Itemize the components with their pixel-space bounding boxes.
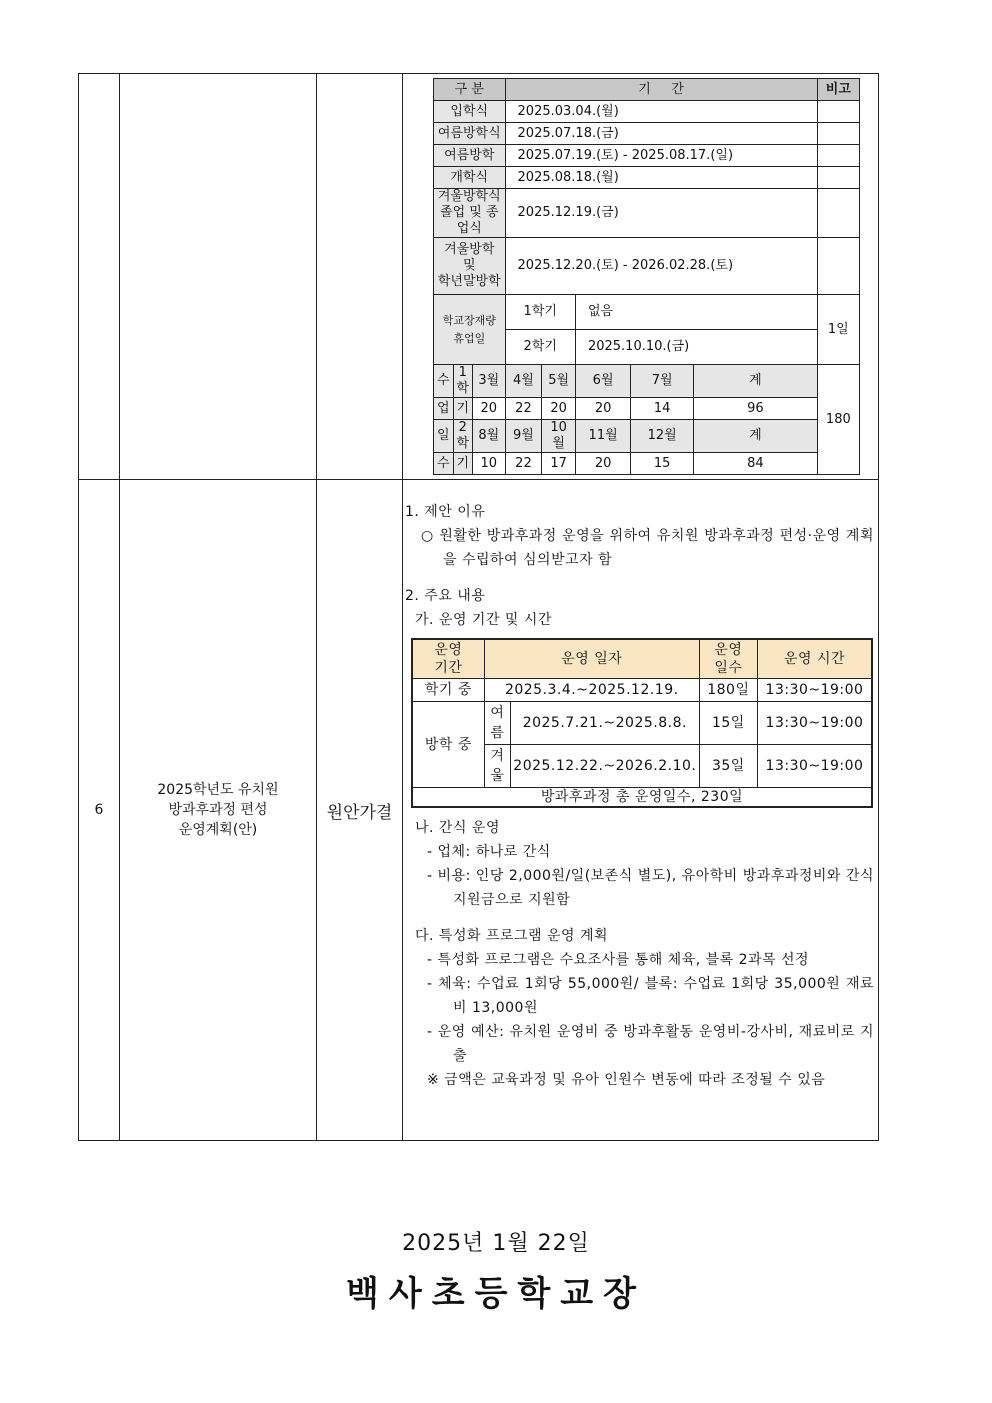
subsection-heading: 다. 특성화 프로그램 운영 계획 bbox=[415, 928, 609, 944]
closure-term1-value: 없음 bbox=[575, 295, 817, 330]
day-value: 22 bbox=[505, 453, 542, 475]
subsection-heading: 나. 간식 운영 bbox=[415, 820, 500, 836]
list-item: - 업체: 하나로 간식 bbox=[427, 844, 551, 860]
schedule-note bbox=[817, 167, 859, 189]
table-row bbox=[79, 74, 879, 480]
item-title-cell bbox=[120, 74, 317, 480]
header-period: 기 간 bbox=[505, 79, 817, 101]
month-cell: 10월 bbox=[542, 420, 576, 453]
day-value: 15 bbox=[631, 453, 694, 475]
day-value: 20 bbox=[542, 398, 576, 420]
days-term-label: 기 bbox=[453, 453, 473, 475]
header-days: 운영 일수 bbox=[699, 639, 757, 679]
item-result: 원안가결 bbox=[317, 480, 403, 1141]
semester-label: 학기 중 bbox=[412, 679, 484, 702]
day-value: 96 bbox=[694, 398, 818, 420]
schedule-value: 2025.12.19.(금) bbox=[505, 189, 817, 238]
table-row bbox=[412, 702, 872, 745]
schedule-row bbox=[434, 189, 860, 238]
month-cell: 6월 bbox=[575, 365, 630, 398]
summer-days: 15일 bbox=[699, 702, 757, 745]
list-item: - 운영 예산: 유치원 운영비 중 방과후활동 운영비-강사비, 재료비로 지출 bbox=[427, 1024, 874, 1064]
days-side-label: 일 bbox=[434, 420, 454, 453]
winter-dates: 2025.12.22.~2026.2.10. bbox=[510, 745, 699, 788]
schedule-value: 2025.07.18.(금) bbox=[505, 123, 817, 145]
semester-dates: 2025.3.4.~2025.12.19. bbox=[484, 679, 699, 702]
month-cell: 5월 bbox=[542, 365, 576, 398]
semester-time: 13:30~19:00 bbox=[757, 679, 872, 702]
schedule-header bbox=[434, 79, 860, 101]
month-cell: 11월 bbox=[575, 420, 630, 453]
summer-dates: 2025.7.21.~2025.8.8. bbox=[510, 702, 699, 745]
schedule-label: 여름방학 bbox=[434, 145, 506, 167]
item-number: 6 bbox=[79, 480, 120, 1141]
month-cell: 계 bbox=[694, 420, 818, 453]
header-remarks: 비고 bbox=[817, 79, 859, 101]
day-value: 20 bbox=[575, 398, 630, 420]
schedule-value: 2025.03.04.(월) bbox=[505, 101, 817, 123]
closure-label: 학교장재량 휴업일 bbox=[434, 295, 506, 365]
days-row bbox=[434, 420, 860, 453]
header-category: 구 분 bbox=[434, 79, 506, 101]
closure-row bbox=[434, 295, 860, 330]
winter-days: 35일 bbox=[699, 745, 757, 788]
item-title-line: 2025학년도 유치원 bbox=[157, 782, 279, 798]
month-cell: 4월 bbox=[505, 365, 542, 398]
schedule-row bbox=[434, 123, 860, 145]
schedule-value: 2025.07.19.(토) - 2025.08.17.(일) bbox=[505, 145, 817, 167]
section-heading: 2. 주요 내용 bbox=[405, 588, 486, 604]
schedule-value: 2025.12.20.(토) - 2026.02.28.(토) bbox=[505, 238, 817, 295]
day-value: 22 bbox=[505, 398, 542, 420]
total-days: 방과후과정 총 운영일수, 230일 bbox=[412, 788, 872, 808]
schedule-label: 입학식 bbox=[434, 101, 506, 123]
day-value: 17 bbox=[542, 453, 576, 475]
list-note: ※ 금액은 교육과정 및 유아 인원수 변동에 따라 조정될 수 있음 bbox=[427, 1072, 826, 1088]
table-row bbox=[412, 679, 872, 702]
closure-note: 1일 bbox=[817, 295, 859, 365]
header-time: 운영 시간 bbox=[757, 639, 872, 679]
days-side-label: 수 bbox=[434, 453, 454, 475]
schedule-row bbox=[434, 101, 860, 123]
schedule-note bbox=[817, 123, 859, 145]
schedule-value: 2025.08.18.(월) bbox=[505, 167, 817, 189]
list-item: - 체육: 수업료 1회당 55,000원/ 블록: 수업료 1회당 35,000원 재료비 13,000원 bbox=[427, 976, 874, 1016]
closure-term2: 2학기 bbox=[505, 330, 575, 365]
table-row bbox=[79, 480, 879, 1141]
schedule-note bbox=[817, 189, 859, 238]
summer-time: 13:30~19:00 bbox=[757, 702, 872, 745]
schedule-note bbox=[817, 101, 859, 123]
proposal-reason: ○ 원활한 방과후과정 운영을 위하여 유치원 방과후과정 편성·운영 계획을 수립하여 심의받고자 함 bbox=[421, 528, 874, 568]
item-content-cell bbox=[403, 74, 879, 480]
item-title bbox=[120, 480, 317, 1141]
item-title-line: 방과후과정 편성 bbox=[168, 802, 268, 818]
header-dates: 운영 일자 bbox=[484, 639, 699, 679]
table-row bbox=[412, 788, 872, 808]
closure-term1: 1학기 bbox=[505, 295, 575, 330]
month-cell: 계 bbox=[694, 365, 818, 398]
schedule-note bbox=[817, 145, 859, 167]
month-cell: 9월 bbox=[505, 420, 542, 453]
item-result-cell bbox=[317, 74, 403, 480]
schedule-row bbox=[434, 167, 860, 189]
day-value: 20 bbox=[473, 398, 506, 420]
subsection-heading: 가. 운영 기간 및 시간 bbox=[415, 612, 552, 628]
winter-label: 겨 울 bbox=[484, 745, 510, 788]
closure-term2-value: 2025.10.10.(금) bbox=[575, 330, 817, 365]
days-side-label: 업 bbox=[434, 398, 454, 420]
day-value: 10 bbox=[473, 453, 506, 475]
schedule-row bbox=[434, 145, 860, 167]
schedule-row bbox=[434, 238, 860, 295]
month-cell: 7월 bbox=[631, 365, 694, 398]
vacation-label: 방학 중 bbox=[412, 702, 484, 788]
days-term-label: 1학 bbox=[453, 365, 473, 398]
month-cell: 3월 bbox=[473, 365, 506, 398]
summer-label: 여 름 bbox=[484, 702, 510, 745]
minutes-table bbox=[78, 73, 879, 1141]
item-content bbox=[403, 480, 879, 1141]
list-item: - 특성화 프로그램은 수요조사를 통해 체육, 블록 2과목 선정 bbox=[427, 952, 810, 968]
day-value: 14 bbox=[631, 398, 694, 420]
schedule-label: 개학식 bbox=[434, 167, 506, 189]
month-cell: 8월 bbox=[473, 420, 506, 453]
list-item: - 비용: 인당 2,000원/일(보존식 별도), 유아학비 방과후과정비와 간식지원금으로 지원함 bbox=[427, 868, 874, 908]
month-cell: 12월 bbox=[631, 420, 694, 453]
day-value: 20 bbox=[575, 453, 630, 475]
operation-table bbox=[411, 638, 873, 808]
header-period: 운영 기간 bbox=[412, 639, 484, 679]
days-side-label: 수 bbox=[434, 365, 454, 398]
days-term-label: 2학 bbox=[453, 420, 473, 453]
days-row bbox=[434, 453, 860, 475]
proposal-text bbox=[403, 480, 878, 1096]
section-heading: 1. 제안 이유 bbox=[405, 504, 486, 520]
schedule-label: 겨울방학 및 학년말방학 bbox=[434, 238, 506, 295]
schedule-label: 여름방학식 bbox=[434, 123, 506, 145]
item-title-line: 운영계획(안) bbox=[178, 822, 258, 838]
principal-signature: 백사초등학교장 bbox=[346, 1274, 646, 1314]
table-row bbox=[412, 639, 872, 679]
days-row bbox=[434, 365, 860, 398]
document-date: 2025년 1월 22일 bbox=[402, 1231, 590, 1256]
schedule-label: 겨울방학식 졸업 및 종업식 bbox=[434, 189, 506, 238]
days-total: 180 bbox=[817, 365, 859, 475]
semester-days: 180일 bbox=[699, 679, 757, 702]
days-term-label: 기 bbox=[453, 398, 473, 420]
days-row bbox=[434, 398, 860, 420]
academic-schedule-table bbox=[433, 78, 860, 475]
schedule-note bbox=[817, 238, 859, 295]
item-number-cell bbox=[79, 74, 120, 480]
day-value: 84 bbox=[694, 453, 818, 475]
winter-time: 13:30~19:00 bbox=[757, 745, 872, 788]
